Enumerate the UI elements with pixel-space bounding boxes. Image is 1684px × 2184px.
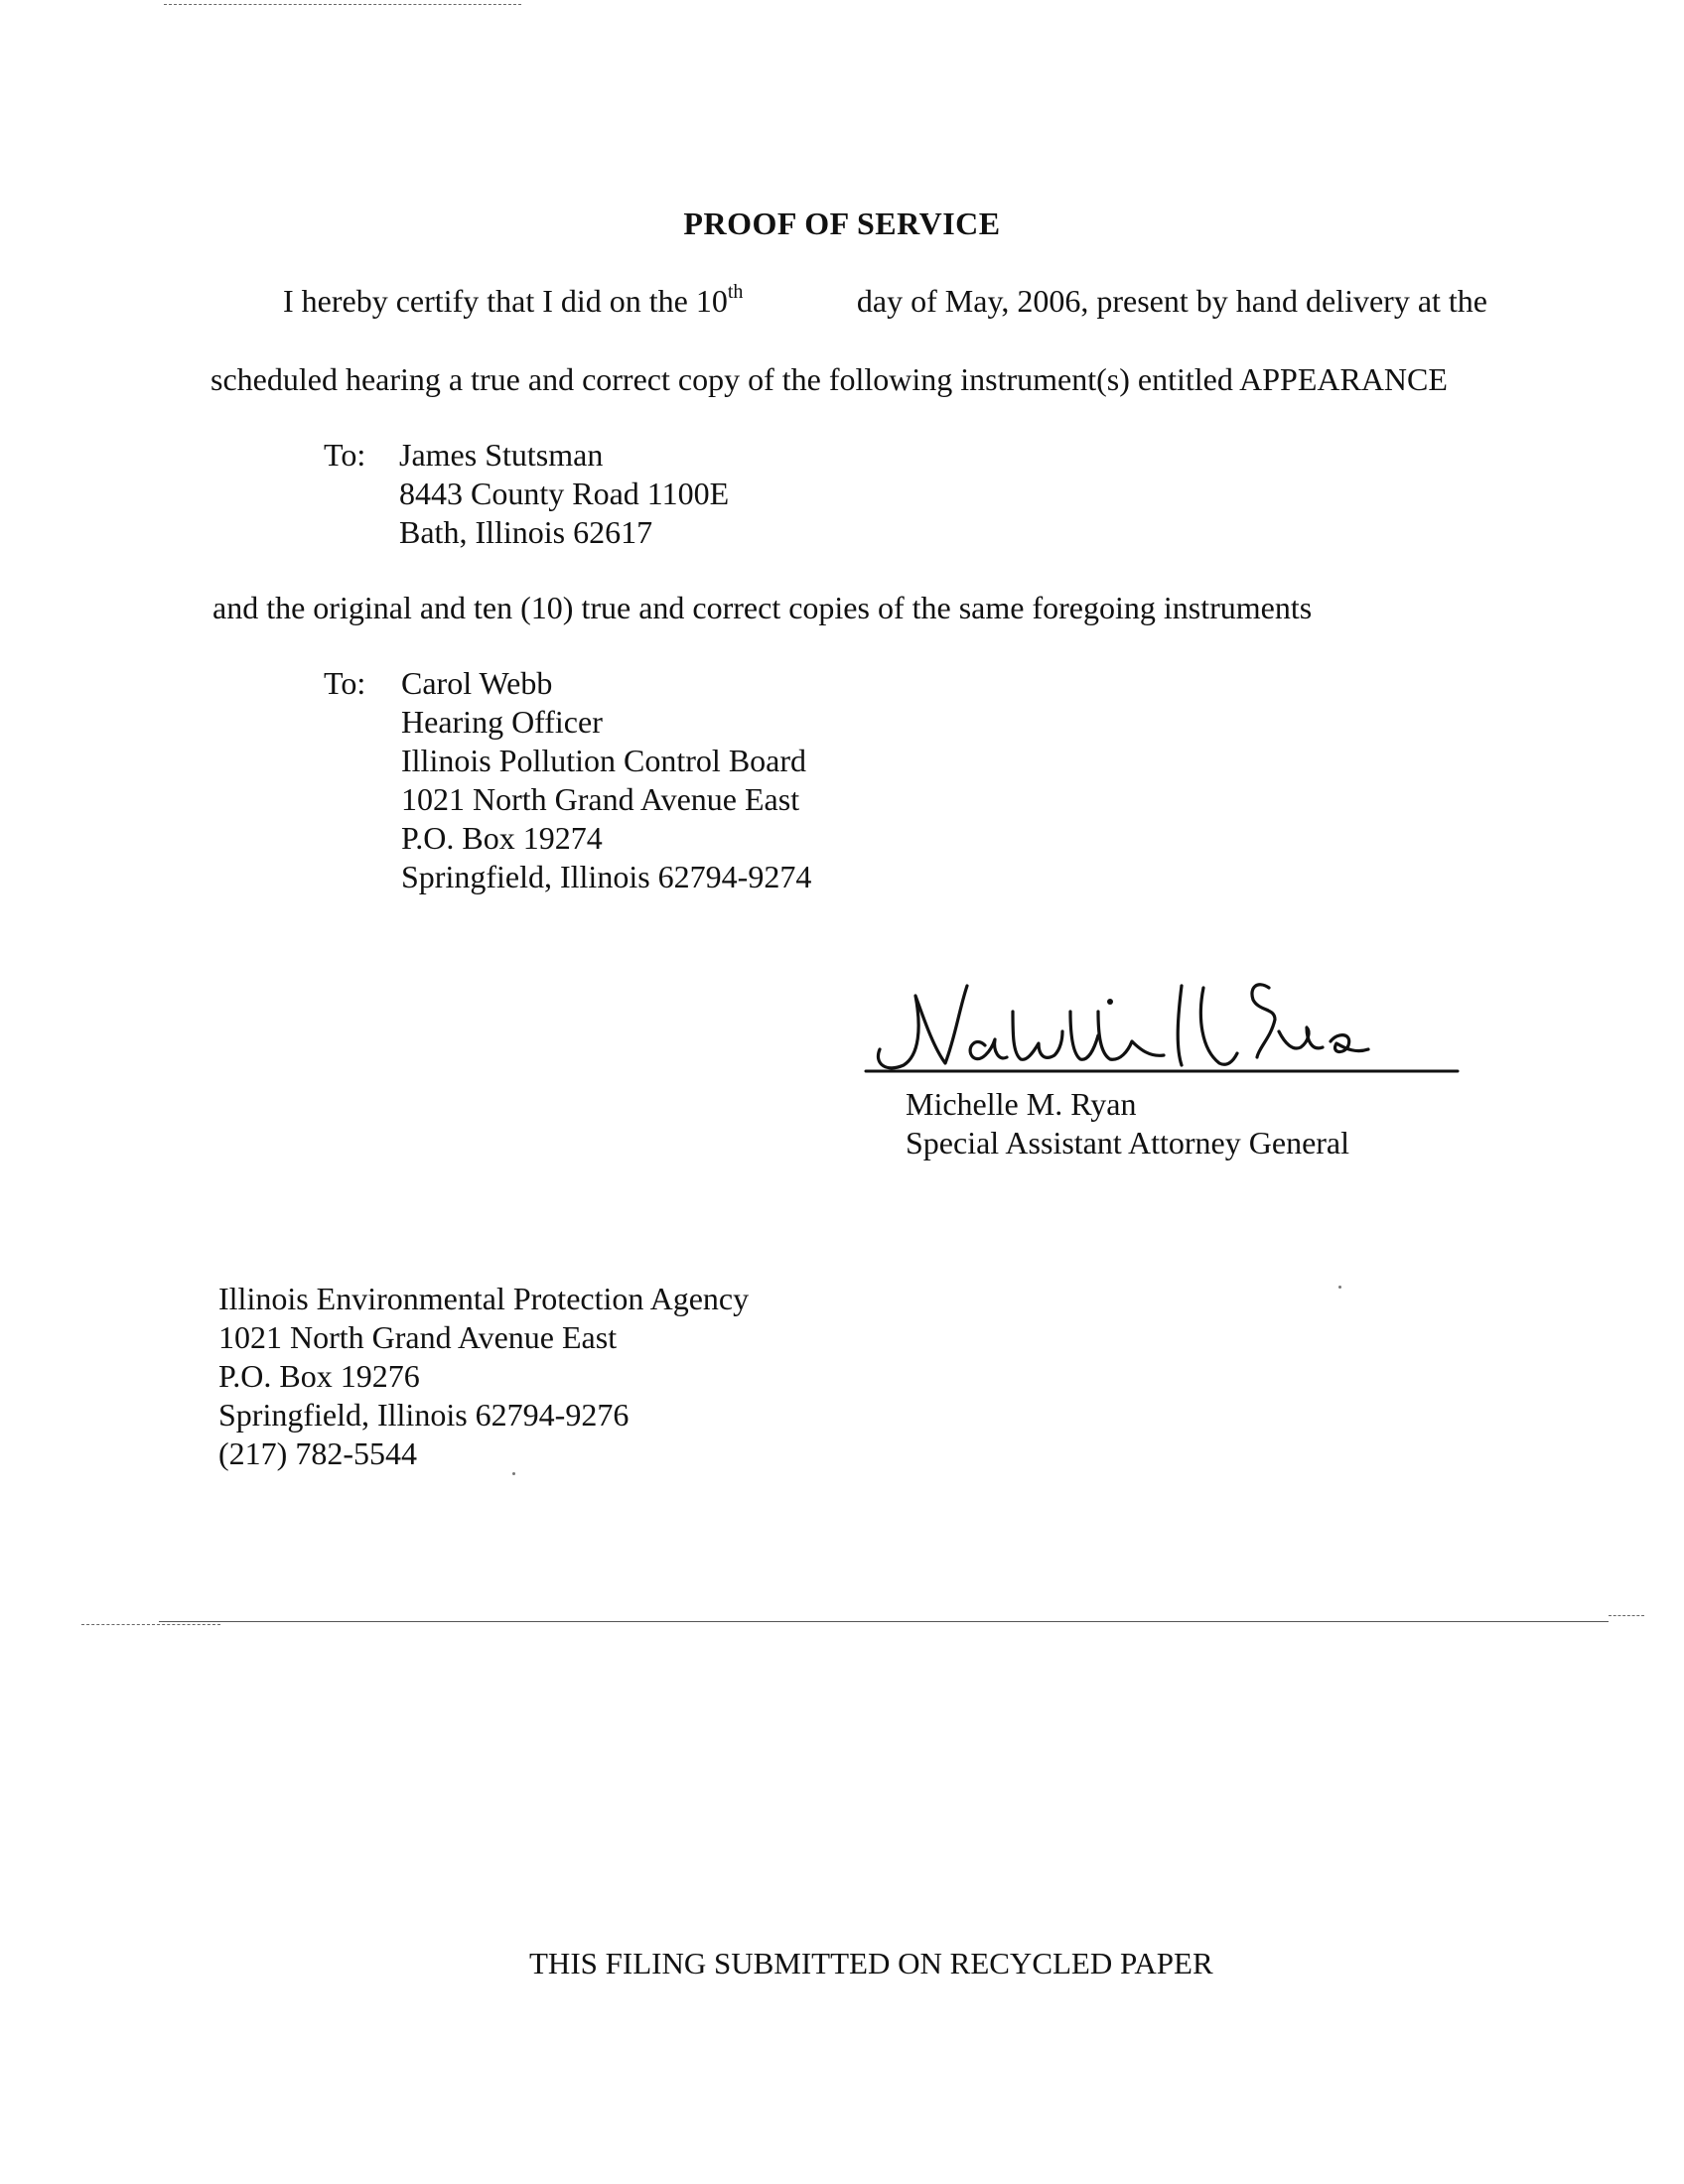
separator-line xyxy=(1609,1615,1644,1616)
recipient-2-line: Carol Webb xyxy=(401,665,553,701)
recipient-2-line: Hearing Officer xyxy=(401,704,603,740)
handwritten-signature xyxy=(864,978,1460,1087)
recipient-2-address xyxy=(401,664,811,896)
scan-speck xyxy=(1338,1286,1341,1289)
agency-line: 1021 North Grand Avenue East xyxy=(218,1319,618,1355)
agency-line: Illinois Environmental Protection Agency xyxy=(218,1281,750,1316)
recipient-2-line: Illinois Pollution Control Board xyxy=(401,743,807,778)
middle-text: and the original and ten (10) true and correct copies of the same foregoing instruments xyxy=(212,590,1313,625)
agency-line: (217) 782-5544 xyxy=(218,1435,417,1471)
recipient-2-line: P.O. Box 19274 xyxy=(401,820,603,856)
to-label-recipient-1: To: xyxy=(324,437,366,473)
certification-line-2: scheduled hearing a true and correct copy of the following instrument(s) entitled APPEARANCE xyxy=(210,361,1448,397)
certification-line-1-rest: day of May, 2006, present by hand delivery at the xyxy=(856,283,1487,319)
certification-line-1-text: I hereby certify that I did on the 10th xyxy=(283,281,744,319)
recipient-1-line: Bath, Illinois 62617 xyxy=(399,514,653,550)
separator-line xyxy=(159,1621,1609,1622)
recipient-1-address xyxy=(399,436,729,552)
agency-line: Springfield, Illinois 62794-9276 xyxy=(218,1397,630,1433)
signatory-name: Michelle M. Ryan xyxy=(906,1086,1137,1122)
certification-line-1 xyxy=(283,282,1487,321)
agency-address xyxy=(218,1280,749,1473)
recipient-1-line: 8443 County Road 1100E xyxy=(399,476,730,511)
scan-artifact-top xyxy=(164,4,521,5)
footer-recycled-paper: THIS FILING SUBMITTED ON RECYCLED PAPER xyxy=(529,1946,1213,1980)
page-title: PROOF OF SERVICE xyxy=(683,205,1001,241)
recipient-2-line: 1021 North Grand Avenue East xyxy=(401,781,800,817)
separator-line xyxy=(81,1624,220,1625)
recipient-1-line: James Stutsman xyxy=(399,437,604,473)
signatory-title: Special Assistant Attorney General xyxy=(906,1125,1350,1160)
scan-speck xyxy=(512,1472,515,1475)
to-label-recipient-2: To: xyxy=(324,665,366,701)
recipient-2-line: Springfield, Illinois 62794-9274 xyxy=(401,859,812,894)
agency-line: P.O. Box 19276 xyxy=(218,1358,420,1394)
